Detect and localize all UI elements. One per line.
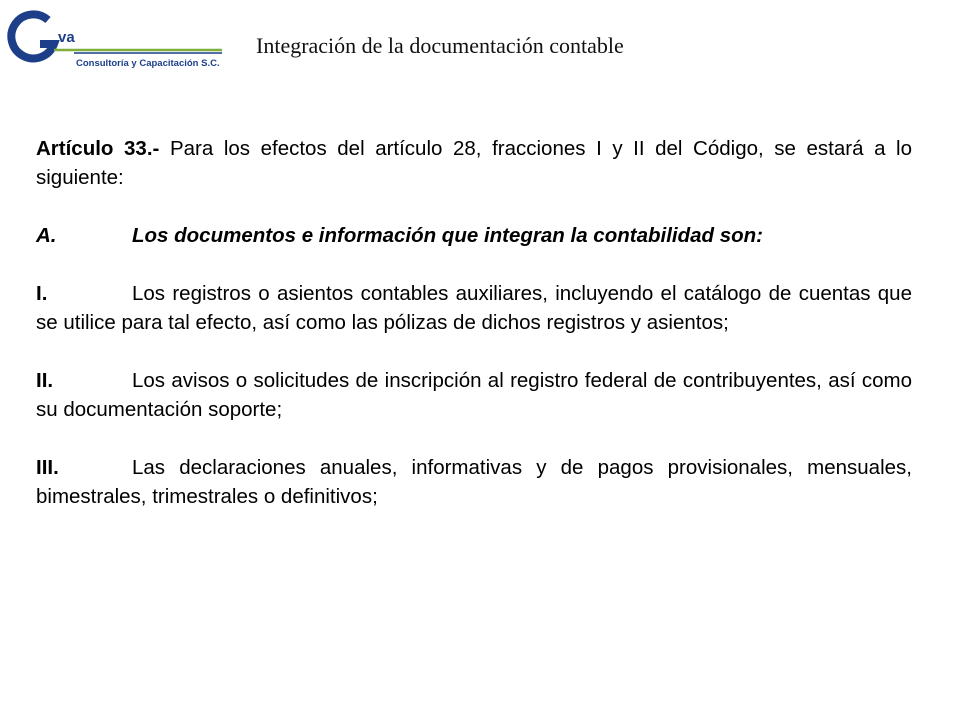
section-a-text: Los documentos e información que integran la contabilidad son: [132,224,764,247]
article-intro [36,134,912,192]
item-text: Las declaraciones anuales, informativas y de pagos provisionales, mensuales, bimestrales, trimestrales o definitivos; [36,456,912,508]
section-a [36,221,912,250]
article-heading: Artículo 33.- [36,137,160,160]
item-label: I. [36,282,48,305]
section-a-label: A. [36,224,57,247]
company-logo [4,10,226,72]
article-body [36,134,912,511]
logo-va: va [58,29,75,46]
item-label: III. [36,456,59,479]
item-label: II. [36,369,54,392]
item-text: Los avisos o solicitudes de inscripción al registro federal de contribuyentes, así como su documentación soporte; [36,369,912,421]
logo-caption: Consultoría y Capacitación S.C. [76,58,220,69]
list-item [36,279,912,337]
list-item [36,453,912,511]
page-title: Integración de la documentación contable [256,33,624,58]
item-text: Los registros o asientos contables auxiliares, incluyendo el catálogo de cuentas que se utilice para tal efecto, así como las pólizas de dichos registros y asientos; [36,282,912,334]
list-item [36,366,912,424]
article-intro-text: Para los efectos del artículo 28, fracciones I y II del Código, se estará a lo siguiente: [36,137,913,189]
